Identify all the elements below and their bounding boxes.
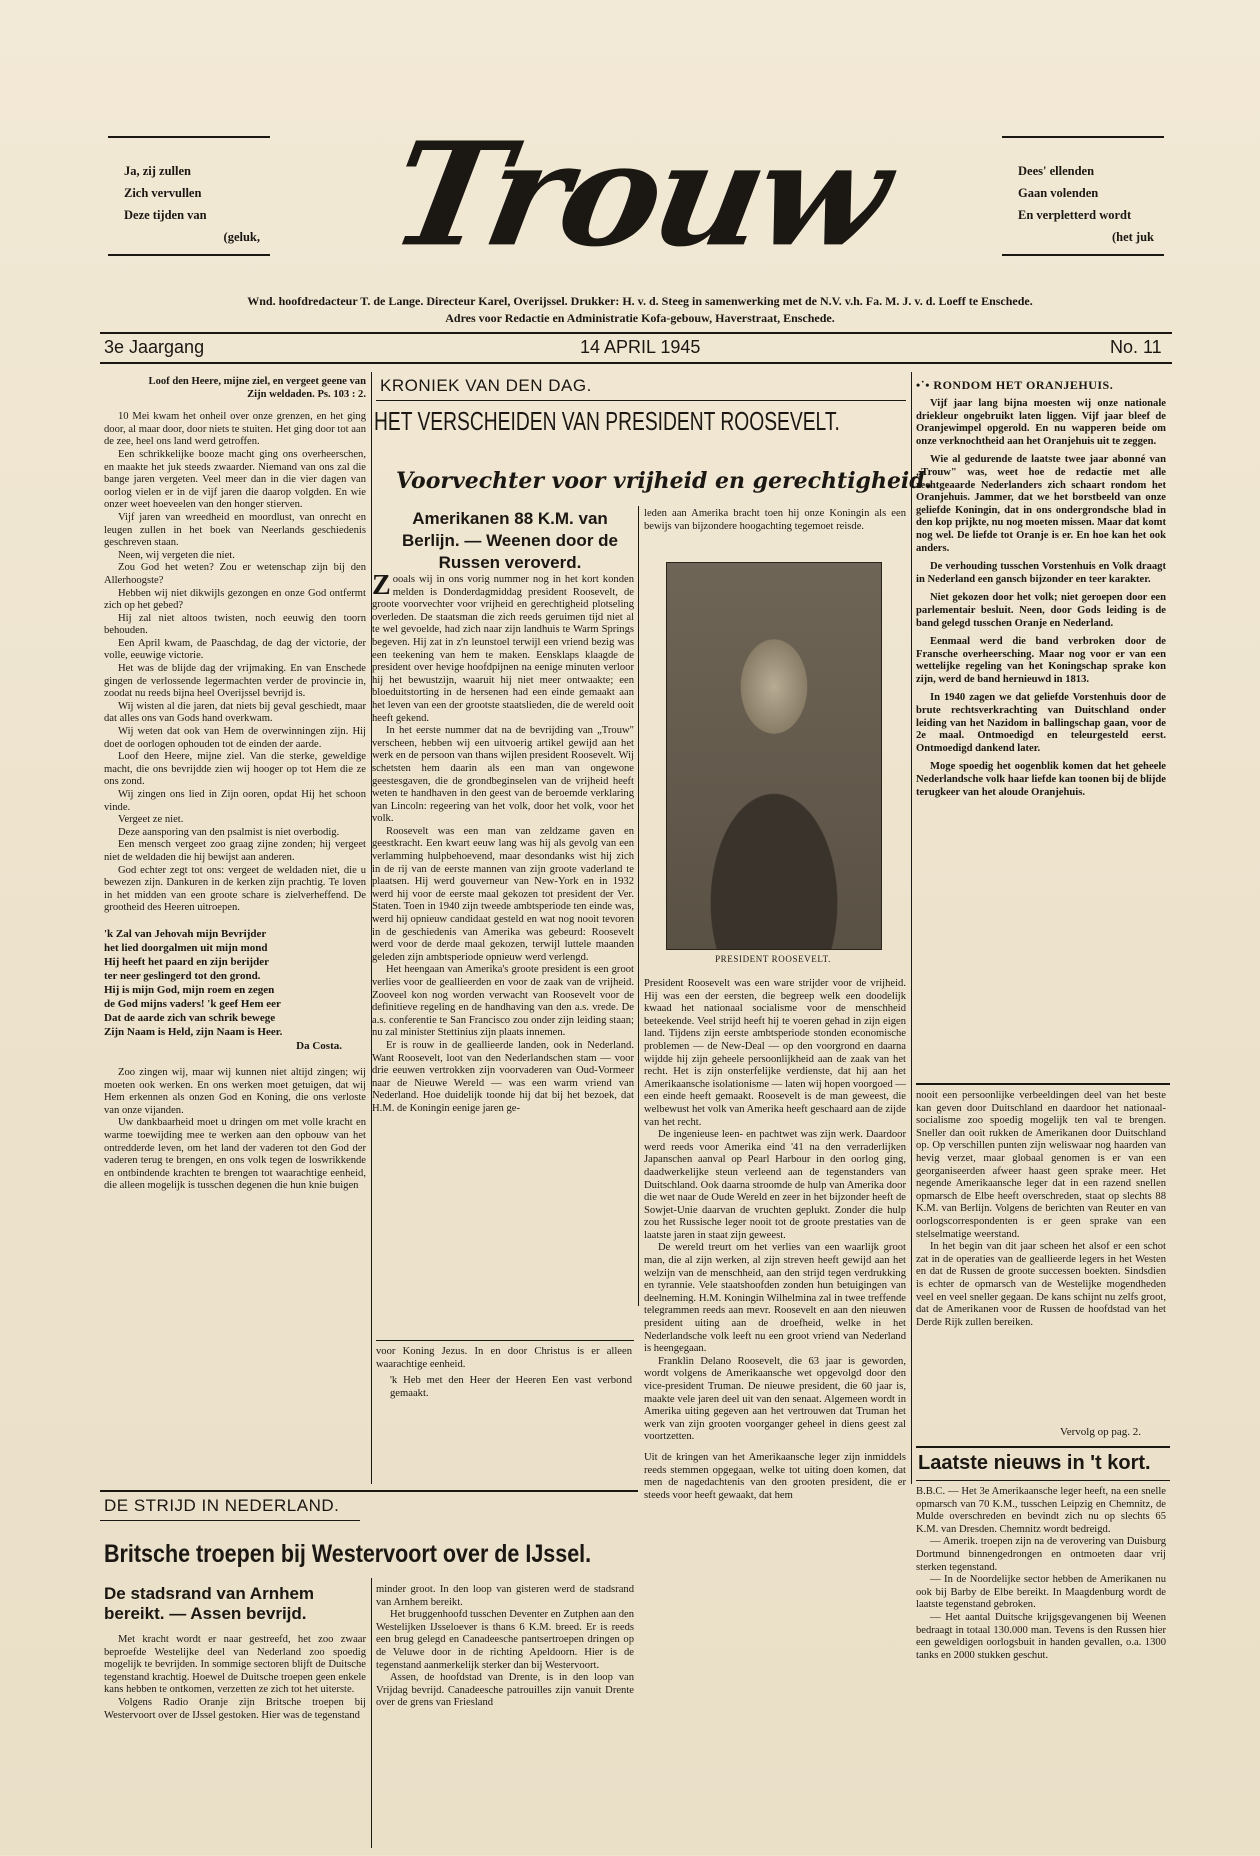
paragraph: Een April kwam, de Paaschdag, de dag der victorie, der volle, eeuwige victorie. (104, 637, 366, 662)
paragraph: Wij zingen ons lied in Zijn ooren, opdat Hij het schoon vinde. (104, 789, 366, 813)
motto-rule-left-top (108, 136, 270, 138)
poem-line: het lied doorgalmen uit mijn mond (104, 941, 268, 954)
paragraph: Zoo zingen wij, maar wij kunnen niet altijd zingen; wij moeten ook werken. En ons werken moet getuigen, dat wij Hem erkennen als onzen God en Koning, die ons verloste van onze vijanden. (104, 1066, 366, 1116)
side-head-box (386, 508, 634, 574)
strijd-subhead: De stadsrand van Arnhem bereikt. — Assen bevrijd. (104, 1584, 315, 1623)
paragraph: Franklin Delano Roosevelt, die 63 jaar is geworden, wordt volgens de Amerikaansche wet opgevolgd door den vice-president Truman. De nieuwe president, die 60 jaar is, maakte vele jaren deel uit van den senaat. Algemeen wordt in Amerika uiting gegeven aan het vertrouwen dat Truman het werk van zijn grooten voorganger geheel in diens geest zal voortzetten. (644, 1355, 906, 1443)
oranje-rule (916, 1083, 1170, 1085)
paragraph: nooit een persoonlijke verbeeldingen deel van het beste kan geven door Duitschland en daardoor het nationaal-socialisme zoo spoedig mogelijk ten val te brengen. Sneller dan ooit rukken de Amerikanen door Duitschland op. Op verschillen punten zijn weliswaar nog haarden van hevig verzet, maar globaal genomen is er van een georganiseerden afweer haast geen sprake meer. Het negende Amerikaansche leger dat in een razend snellen opmarsch de Elbe heeft overschreden, staat op slechts 88 K.M. van Berlijn. Volgens de berichten van Reuter en van oorlogscorrespondenten is er geen sprake van een stelselmatige weerstand. (916, 1090, 1166, 1240)
dropcap: Z (372, 574, 391, 601)
oranje-head (916, 378, 1113, 393)
ornament-icon: •˙• (916, 378, 934, 392)
volume: 3e Jaargang (104, 337, 205, 357)
laatste-column (916, 1486, 1166, 1856)
paragraph: Volgens Radio Oranje zijn Britsche troepen bij Westervoort over de IJssel gestoken. Hier was de tegenstand (104, 1696, 366, 1721)
poem-line: Hij is mijn God, mijn roem en zegen (104, 983, 275, 996)
paragraph: Een mensch vergeet zoo graag zijne zonden; hij vergeet niet de weldaden die hij bewijst aan anderen. (104, 839, 366, 863)
kroniek-subhead: Voorvechter voor vrijheid en gerechtigheid. (396, 468, 933, 494)
paragraph: Neen, wij vergeten die niet. (118, 549, 235, 561)
motto-right (1018, 160, 1168, 248)
paragraph-text: ooals wij in ons vorig nummer nog in het kort konden melden is Donderdagmiddag president Roosevelt, de groote voorvechter voor vrijheid en gerechtigheid plotseling overleden. De staatsman die zich reeds geruimen tijd niet al te wel gevoelde, had zich naar zijn landhuis te Warm Springs begeven. Hij zat in z'n leunstoel terwijl een vriend bezig was een teekening van hem te maken. Eensklaps klaagde de president over hevige hoofdpijnen na eenige minuten verloor hij het bewustzijn, waaruit hij niet meer ontwaakte; een bloeduitstorting in de hersenen had een einde gemaakt aan het leven van een der grootste staatslieden, die de wereld ooit heeft gekend. (372, 574, 634, 724)
poem (104, 927, 366, 1053)
paragraph: Wij weten dat ook van Hem de overwinningen zijn. Hij doet de oorlogen ophouden tot de einden der aarde. (104, 726, 366, 750)
imprint-line1: Wnd. hoofdredacteur T. de Lange. Directeur Karel, Overijssel. Drukker: H. v. d. Steeg in samenwerking met de N.V. v.h. Fa. M. J. v. d. Loeff te Enschede. (247, 294, 1033, 308)
motto-right-line: En verpletterd wordt (1018, 208, 1132, 222)
closing-text: voor Koning Jezus. In en door Christus is er alleen waarachtige eenheid. (376, 1346, 632, 1370)
imprint (100, 293, 1180, 327)
motto-left-line: Deze tijden van (124, 208, 207, 222)
photo-caption: PRESIDENT ROOSEVELT. (715, 954, 831, 964)
column-rule (638, 506, 639, 1306)
dateline-rule-top (100, 332, 1172, 334)
paragraph: Vijf jaar lang bijna moesten wij onze nationale driekleur ongebruikt laten liggen. Vijf jaar bleef de Oranjewimpel opgerold. En nu wapperen beide om onze verknochtheid aan het Oranjehuis uit te zeggen. (916, 398, 1166, 447)
motto-rule-left-bottom (108, 254, 270, 256)
masthead-title: Trouw (379, 111, 897, 279)
paragraph: Assen, de hoofdstad van Drente, is in den loop van Vrijdag bevrijd. Canadeesche patrouilles zijn vanuit Drente over de grens van Friesland (376, 1672, 634, 1709)
paragraph: Niet gekozen door het volk; niet geroepen door een parlementair besluit. Neen, door Gods leiding is de band gelegd tusschen Oranje en Nederland. (916, 592, 1166, 629)
editorial-column (104, 376, 366, 1476)
poem-line: Hij heeft het paard en zijn berijder (104, 955, 269, 968)
continued-column (916, 1090, 1166, 1420)
poem-line: ter neer geslingerd tot den grond. (104, 969, 261, 982)
laatste-head: Laatste nieuws in 't kort. (918, 1452, 1151, 1474)
poem-line: Dat de aarde zich van schrik bewege (104, 1011, 276, 1024)
motto-left-line: Ja, zij zullen (124, 164, 192, 178)
poem-line: 'k Zal van Jehovah mijn Bevrijder (104, 927, 267, 940)
issue-date: 14 APRIL 1945 (580, 337, 701, 357)
poem-author: Da Costa. (296, 1039, 342, 1052)
closing-verse: 'k Heb met den Heer der Heeren Een vast verbond gemaakt. (390, 1375, 632, 1399)
paragraph: Met kracht wordt er naar gestreefd, het zoo zwaar beproefde Westelijke deel van Nederland zoo spoedig mogelijk te bevrijden. In sommige sectoren blijft de Duitsche tegenstand krachtig. Hoewel de Duitsche troepen geen enkele kans hebben te ontkomen, verzetten ze zich tot het uiterste. (104, 1634, 366, 1696)
paragraph: Loof den Heere, mijne ziel. Van die sterke, geweldige macht, die ons bevrijdde zien wij hooger op tot Hem die ze ons zond. (104, 751, 366, 788)
poem-line: Zijn Naam is Held, zijn Naam is Heer. (104, 1025, 283, 1038)
vervolg-note: Vervolg op pag. 2. (1060, 1426, 1141, 1438)
dateline-rule-bottom (100, 362, 1172, 364)
paragraph: Deze aansporing van den psalmist is niet overbodig. (118, 826, 340, 838)
paragraph: Er is rouw in de geallieerde landen, ook in Nederland. Want Roosevelt, loot van den Nederlandschen stam — voor drie eeuwen vertrokken zijn voorvaderen van Oud-Vormeer naar de Nieuwe Wereld — was een warm vriend van Nederland. Hoe duidelijk toonde hij dat bij het bezoek, dat H.M. de Koningin eenige jaren ge- (372, 1039, 634, 1114)
paragraph: In 1940 zagen we dat geliefde Vorstenhuis door de brute rechtsverkrachting van Duitschland onder leiding van het Nazidom in ballingschap gaan, voor de 2e maal. Ontmoedigd en teleurgesteld eerst. Ontmoedigd dankend later. (916, 692, 1166, 754)
paragraph: Moge spoedig het oogenblik komen dat het geheele Nederlandsche volk haar liefde kan toonen bij de blijde terugkeer van het aloude Oranjehuis. (916, 761, 1166, 798)
column-rule (371, 1578, 372, 1848)
motto-right-line: Gaan volenden (1018, 186, 1099, 200)
paragraph: Een schrikkelijke booze macht ging ons overheerschen, en maakte het juk steeds zwaarder. Niemand van ons zal die bange jaren vergeten. Veel meer dan in die vier dagen van oorlog vielen er in de vijf jaren die daarop volgden. En wie onzer weet hoeveelen van den honger stierven. (104, 448, 366, 511)
section-label-kroniek: KRONIEK VAN DEN DAG. (380, 376, 592, 395)
paragraph: In het eerste nummer dat na de bevrijding van „Trouw" verscheen, hebben wij een uitvoerig artikel gewijd aan het werk en de persoon van thans wijlen president Roosevelt. Wij schetsten hem daarin als een man van ongewone geestesgaven, die de grondbeginselen van de vrijheid heeft weten te handhaven in den geest van de beroemde verklaring van Lincoln: regeering van het volk, door het volk, voor het volk. (372, 725, 634, 825)
motto-rule-right-top (1002, 136, 1164, 138)
oranje-head-text: RONDOM HET ORANJEHUIS. (933, 378, 1114, 392)
strijd-column-b (376, 1584, 634, 1854)
poem-line: de God mijns vaders! 'k geef Hem eer (104, 997, 281, 1010)
kroniek-headline-box (374, 406, 910, 437)
paragraph: — Amerik. troepen zijn na de verovering van Duisburg Dortmund binnengedrongen en ontmoeten daar vrij sterken tegenstand. (916, 1536, 1166, 1573)
paragraph: De verhouding tusschen Vorstenhuis en Volk draagt in Nederland een gansch bijzonder en teer karakter. (916, 561, 1166, 585)
paragraph: 10 Mei kwam het onheil over onze grenzen, en het ging door, al maar door, door niets te stuiten. Het ging door tot aan de zee, heel ons land werd getroffen. (104, 411, 366, 448)
strijd-rule-top (100, 1490, 638, 1492)
oranje-column (916, 398, 1166, 1058)
paragraph: minder groot. In den loop van gisteren werd de stadsrand van Arnhem bereikt. (376, 1584, 634, 1608)
paragraph: Vijf jaren van wreedheid en moordlust, van onrecht en leugen zullen in het boek van Neerlands geschiedenis geschreven staan. (104, 511, 366, 549)
paragraph: Hebben wij niet dikwijls gezongen en onze God ontfermt zich op het gebed? (104, 587, 366, 612)
kroniek-rule (376, 400, 906, 401)
motto-right-line: Dees' ellenden (1018, 164, 1095, 178)
paragraph: Het heengaan van Amerika's groote president is een groot verlies voor de geallieerden en voor de zaak van de vrijheid. Zooveel kon nog worden verwacht van Roosevelt voor de definitieve regeling en de handhaving van den a.s. vrede. De a.s. conferentie te San Francisco zou onder zijn leiding staan; nu zal minister Stettinius zijn plaats innemen. (372, 964, 634, 1039)
epigraph: Loof den Heere, mijne ziel, en vergeet geene van Zijn weldaden. Ps. 103 : 2. (148, 376, 366, 400)
paragraph: Eenmaal werd die band verbroken door de Fransche overheersching. Maar nog voor er van een wettelijke regeling van het Koningschap sprake kon zijn, werd de band hernieuwd in 1813. (916, 636, 1166, 685)
motto-left (124, 160, 274, 248)
closing-box (376, 1346, 632, 1400)
paragraph: Uit de kringen van het Amerikaansche leger zijn inmiddels reeds stemmen opgegaan, welke tot uiting doen komen, dat men de nagedachtenis van den grooten president, die er steeds voor heeft gewaakt, dat hem (644, 1451, 906, 1501)
paragraph: God echter zegt tot ons: vergeet de weldaden niet, die u bewezen zijn. Dankuren in de kerken zijn prachtig. Te loven in het midden van een groote schare is zielverheffend. De grootheid des Heeren uitroepen. (104, 864, 366, 914)
motto-left-line: (geluk, (223, 230, 260, 244)
kroniek-headline: HET VERSCHEIDEN VAN PRESIDENT ROOSEVELT. (374, 406, 840, 436)
paragraph: Hij zal niet altoos twisten, noch eeuwig den toorn behouden. (104, 612, 366, 637)
kroniek-column-a (372, 574, 634, 1334)
motto-right-line: (het juk (1111, 230, 1154, 244)
column-rule (911, 372, 912, 1484)
motto-rule-right-bottom (1002, 254, 1164, 256)
motto-left-line: Zich vervullen (124, 186, 202, 200)
kroniek-column-b (644, 978, 906, 1708)
paragraph: — Het aantal Duitsche krijgsgevangenen bij Weenen bedraagt in totaal 130.000 man. Tevens is den Russen hier een geweldigen oorlogsbuit in handen gevallen, o.a. 1300 tanks en 2000 stukken geschut. (916, 1611, 1166, 1661)
paragraph: Het was de blijde dag der vrijmaking. En van Enschede gingen de verlossende legermachten verder de provincie in, zoodat nu reeds bijna heel Overijssel bevrijd is. (104, 663, 366, 700)
paragraph: Wij wisten al die jaren, dat niets bij geval geschiedt, maar dat alles ons van Gods hand overkwam. (104, 700, 366, 725)
paragraph: President Roosevelt was een ware strijder voor de vrijheid. Hij was een der eersten, die begreep welk een doodelijk kwaad het nationaal socialisme voor de menschheid beteekende. Veel strijd heeft hij te voeren gehad in zijn eigen land. Tijdens zijn eerste ambtsperiode stonden economische problemen — de New-Deal — op den voorgrond en daarna wijdde hij zijn geheele persoonlijkheid aan de zaak van het recht. Het is zijn onsterfelijke verdienste, dat hij aan het Amerikaansche isolationisme — laten wij hopen voorgoed — een einde heeft gemaakt. Roosevelt is de man geweest, die welbewust het volk van Amerika heeft geschaard aan de zijde van het recht. (644, 978, 906, 1128)
laatste-rule-bottom (916, 1480, 1170, 1481)
issue-number: No. 11 (1110, 337, 1162, 357)
paragraph: Het bruggenhoofd tusschen Deventer en Zutphen aan den Westelijken IJsseloever is thans 6 K.M. breed. Er is reeds een brug gelegd en Canadeesche pantsertroepen dringen op de Veluwe door in de richting Apeldoorn. Hier is de tegenstand aanmerkelijk sterker dan bij Westervoort. (376, 1609, 634, 1671)
imprint-line2: Adres voor Redactie en Administratie Kofa-gebouw, Haverstraat, Enschede. (445, 311, 835, 325)
paragraph: B.B.C. — Het 3e Amerikaansche leger heeft, na een snelle opmarsch van 70 K.M., tusschen Leipzig en Chemnitz, de Mulde overschreden en bevindt zich nu op slechts 65 K.M. van Dresden. Chemnitz wordt bedreigd. (916, 1486, 1166, 1535)
paragraph: Zou God het weten? Zou er wetenschap zijn bij den Allerhoogste? (104, 562, 366, 586)
strijd-label-rule (100, 1520, 360, 1521)
side-intro: leden aan Amerika bracht toen hij onze Koningin als een bewijs van bijzondere hoogachting tegemoet reisde. (644, 508, 906, 532)
paragraph: Wie al gedurende de laatste twee jaar abonné van „Trouw" was, weet hoe de redactie met alle rechtgeaarde Nederlanders zich schaart rondom het Oranjehuis. Jammer, dat we het borstbeeld van onze geliefde Koningin, dat in ons ondergrondsche blad in den kop prijkte, nu nog moeten missen. Maar dat komt nog wel. De liefde tot Oranje is er. En hoe kan het ook anders. (916, 454, 1166, 554)
paragraph: De wereld treurt om het verlies van een waarlijk groot man, die al zijn werken, al zijn streven heeft gewijd aan het welzijn van de menschheid, aan den strijd tegen verdrukking en tyrannie. Vele staatshoofden zonden hun betuigingen van deelneming. H.M. Koningin Wilhelmina zal in twee treffende telegrammen reeds aan mevr. Roosevelt en aan den nieuwen president uiting aan de droefheid, welke in het Nederlandsche volk leeft nu een groot vriend van Nederland is heengegaan. (644, 1242, 906, 1355)
paragraph: De ingenieuse leen- en pachtwet was zijn werk. Daardoor werd reeds voor Amerika eind '41 na den verraderlijken Japanschen aanval op Pearl Harbour in den oorlog ging, daadwerkelijke steun verleend aan de tegenstanders van Duitschland. Ook daarna stroomde de hulp van Amerika door die wet naar de Oude Wereld en zeer in het bijzonder heeft de Sowjet-Unie daarvan de vruchten geplukt. Zonder die hulp zou het Russische leger nooit tot de groote prestaties van de laatste jaren in staat zijn geweest. (644, 1129, 906, 1241)
paragraph: Vergeet ze niet. (118, 814, 184, 826)
section-label-strijd: DE STRIJD IN NEDERLAND. (104, 1496, 340, 1515)
strijd-column-a (104, 1634, 366, 1854)
paragraph (372, 574, 634, 725)
side-head: Amerikanen 88 K.M. van Berlijn. — Weenen door de Russen veroverd. (402, 509, 618, 572)
paragraph: Uw dankbaarheid moet u dringen om met volle kracht en warme toewijding mee te werken aan den opbouw van het ontredderde leven, om het land der vaderen tot den God der vaderen terug te brengen, en ons volk tegen de loswrikkende en ontbindende krachten te brengen tot waarachtige eenheid, die alleen mogelijk is tusschen degenen die hun knie buigen (104, 1117, 366, 1192)
paragraph: In het begin van dit jaar scheen het alsof er een schot zat in de operaties van de geallieerde legers in het Westen en dat de Russen de groote successen boekten. Sindsdien is echter de opmarsch van de Westelijke mogendheden veel en veel sneller gegaan. De kans schijnt nu zelfs groot, dat de Amerikanen voor de Russen de hoofdstad van het Derde Rijk zullen bereiken. (916, 1241, 1166, 1328)
closing-rule (376, 1340, 634, 1341)
strijd-headline: Britsche troepen bij Westervoort over de IJssel. (104, 1540, 592, 1568)
laatste-rule-top (916, 1446, 1170, 1448)
paragraph: Roosevelt was een man van zeldzame gaven en geestkracht. Een kwart eeuw lang was hij als gevolg van een verlamming hulpbehoevend, maar desondanks wist hij zich in de rij van de eerste mannen van zijn groote vaderland te plaatsen. Hij werd gouverneur van New-York en in 1932 werd hij voor de eerste maal gekozen tot president der Ver. Staten. Toen in 1940 zijn tweede ambtsperiode ten einde was, werd hij opnieuw candidaat gesteld en wat nog nooit tevoren in de geschiedenis van Amerika was gebeurd: Roosevelt werd voor de derde maal gekozen, terwijl luttele maanden geleden zijn ambtsperiode opnieuw werd verlengd. (372, 825, 634, 963)
roosevelt-photo (666, 562, 882, 950)
paragraph: — In de Noordelijke sector hebben de Amerikanen nu ook bij Barby de Elbe bereikt. In Maagdenburg wordt de laatste tegenstand gebroken. (916, 1574, 1166, 1611)
